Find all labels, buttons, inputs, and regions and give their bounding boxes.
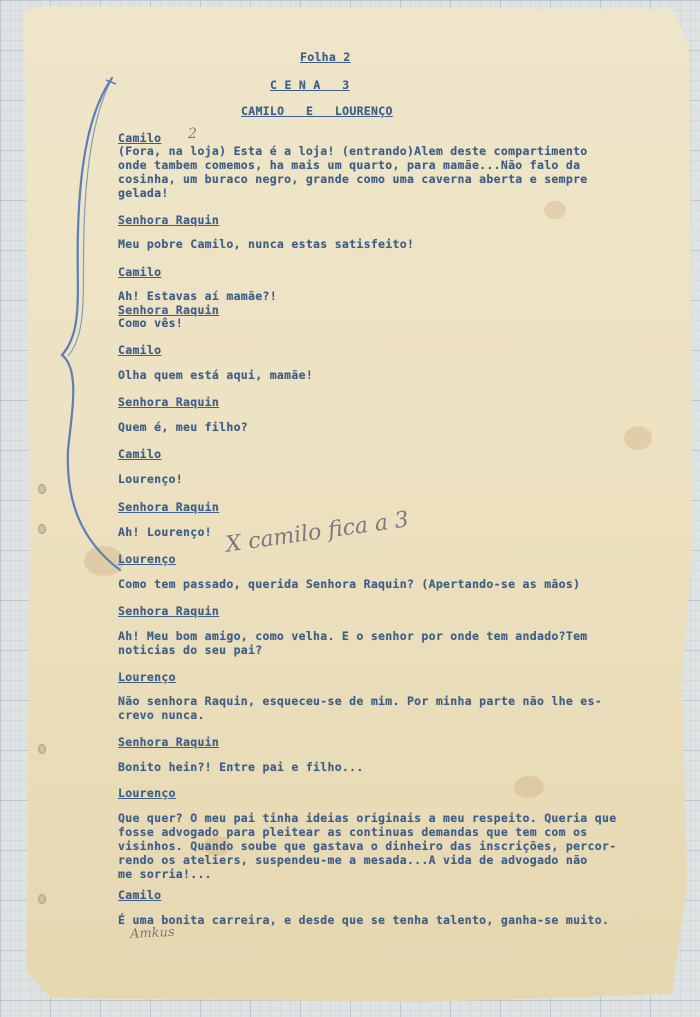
dialogue-text: Não senhora Raquin, esqueceu-se de mim. Por minha parte não lhe es- crevo nunca.	[118, 694, 602, 722]
stain	[624, 426, 652, 450]
blue-pencil-bracket	[50, 70, 130, 590]
dialogue-text: Como tem passado, querida Senhora Raquin? (Apertando-se as mãos)	[118, 577, 581, 591]
speaker-label: Senhora Raquin	[118, 395, 220, 409]
speaker-label: Lourenço	[118, 670, 176, 684]
dialogue-text: É uma bonita carreira, e desde que se tenha talento, ganha-se muito.	[118, 913, 610, 927]
dialogue-text: Como vês!	[118, 316, 184, 330]
speaker-label: Lourenço	[118, 552, 176, 566]
speaker-label: Camilo	[118, 343, 162, 357]
speaker-label: Senhora Raquin	[118, 735, 220, 749]
handwritten-stage-note: X camilo fica a 3	[224, 507, 411, 558]
dialogue-text: Lourenço!	[118, 472, 184, 486]
handwritten-signature: Amkus	[129, 924, 176, 943]
dialogue-text: Meu pobre Camilo, nunca estas satisfeito!	[118, 237, 415, 251]
dialogue-text: Bonito hein?! Entre pai e filho...	[118, 760, 364, 774]
speaker-label: Lourenço	[118, 786, 176, 800]
dialogue-text: Ah! Estavas aí mamãe?!	[118, 289, 277, 303]
punch-hole	[38, 484, 46, 494]
speaker-label: Senhora Raquin	[118, 500, 220, 514]
scene-title: C E N A 3	[270, 78, 350, 92]
speaker-label: Camilo	[118, 888, 162, 902]
dialogue-text: Que quer? O meu pai tinha ideias originais a meu respeito. Queria que fosse advogado para pleitear as continuas demandas que tem com os visinhos. Quando soube que gastava o dinheiro das inscrições, percor- rendo os ateliers, suspendeu-me a mesada...A vida de advogado não me sorria!...	[118, 811, 617, 881]
dialogue-text: Quem é, meu filho?	[118, 420, 249, 434]
speaker-label: Senhora Raquin	[118, 213, 220, 227]
speaker-label: Senhora Raquin	[118, 604, 220, 618]
handwritten-number: 2	[188, 126, 197, 142]
page-number: Folha 2	[300, 50, 351, 64]
dialogue-text: Ah! Lourenço!	[118, 525, 212, 539]
stain	[544, 201, 566, 219]
speaker-label: Senhora Raquin	[118, 303, 220, 317]
punch-hole	[38, 894, 46, 904]
punch-hole	[38, 744, 46, 754]
dialogue-text: (Fora, na loja) Esta é a loja! (entrando)Alem deste compartimento onde tambem comemos, ha mais um quarto, para mamãe...Não falo da cosinha, um buraco negro, grande como uma caverna aberta e sempre gelada!	[118, 144, 588, 200]
stain	[514, 776, 544, 798]
speaker-label: Camilo	[118, 447, 162, 461]
speaker-label: Camilo	[118, 131, 162, 145]
punch-hole	[38, 524, 46, 534]
speaker-label: Camilo	[118, 265, 162, 279]
dialogue-text: Ah! Meu bom amigo, como velha. E o senhor por onde tem andado?Tem noticias do seu pai?	[118, 629, 588, 657]
scene-characters: CAMILO E LOURENÇO	[241, 104, 393, 118]
dialogue-text: Olha quem está aqui, mamãe!	[118, 368, 314, 382]
